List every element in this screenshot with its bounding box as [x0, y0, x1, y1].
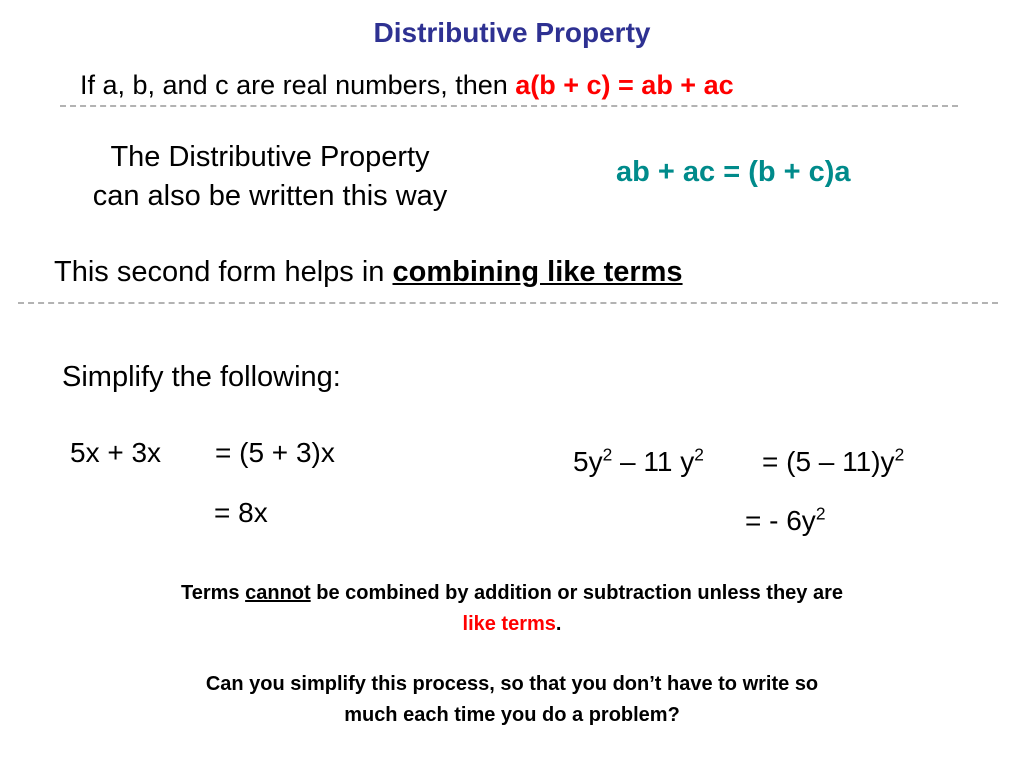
example-2-term-2: – 11 y [612, 446, 695, 477]
second-form-line [54, 256, 683, 289]
combining-like-terms-emphasis: combining like terms [392, 256, 683, 288]
note-text-start: Terms [181, 582, 246, 604]
definition-line [80, 70, 734, 101]
example-2-term-1: 5y [573, 446, 603, 477]
divider-top [60, 105, 958, 107]
exponent: 2 [894, 444, 905, 465]
question-note [40, 669, 984, 731]
exponent: 2 [602, 444, 613, 465]
example-2-factored-text: = (5 – 11)y [762, 446, 895, 477]
exponent: 2 [815, 503, 826, 524]
distributive-formula: a(b + c) = ab + ac [515, 70, 734, 100]
example-2-result-text: = - 6y [745, 505, 816, 536]
exponent: 2 [694, 444, 704, 465]
definition-text: If a, b, and c are real numbers, then [80, 70, 516, 100]
example-1-expression: 5x + 3x [70, 437, 162, 468]
page-title: Distributive Property [373, 17, 651, 48]
alternate-form-line-1: The Distributive Property [110, 141, 430, 173]
example-1-result: = 8x [214, 497, 268, 528]
alternate-form-text [40, 138, 500, 216]
alternate-formula: ab + ac = (b + c)a [616, 156, 851, 188]
simplify-heading: Simplify the following: [62, 361, 341, 393]
example-2-result [745, 505, 825, 537]
example-2-expression [573, 446, 704, 478]
divider-middle [18, 302, 998, 304]
note-text-end: be combined by addition or subtraction unless they are [310, 582, 843, 604]
cannot-emphasis: cannot [245, 582, 311, 604]
question-line-2: much each time you do a problem? [344, 704, 680, 726]
like-terms-emphasis: like terms [462, 613, 556, 635]
note-period: . [555, 613, 562, 635]
example-2-factored [762, 446, 904, 478]
like-terms-note [40, 578, 984, 640]
example-1-factored: = (5 + 3)x [215, 437, 335, 468]
second-form-text: This second form helps in [54, 256, 393, 288]
alternate-form-line-2: can also be written this way [92, 180, 448, 212]
question-line-1: Can you simplify this process, so that you don’t have to write so [205, 673, 819, 695]
